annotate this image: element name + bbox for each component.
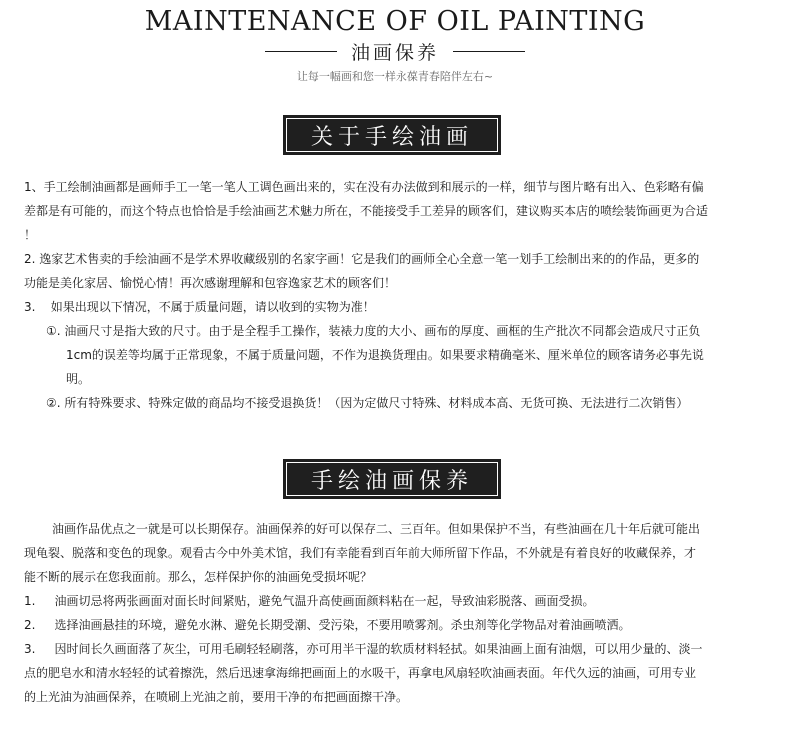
section-about-body (24, 175, 776, 415)
page-title-en: MAINTENANCE OF OIL PAINTING (144, 6, 646, 37)
paragraph-line: 2. 选择油画悬挂的环境，避免水淋、避免长期受潮、受污染，不要用喷雾剂。杀虫剂等化学物品对着油画喷洒。 (24, 618, 631, 632)
list-item-line: 1cm的误差等均属于正常现象，不属于质量问题，不作为退换货理由。如果要求精确毫米、厘米单位的顾客请务必事先说 (66, 348, 704, 362)
list-item-line: ②. 所有特殊要求、特殊定做的商品均不接受退换货！（因为定做尺寸特殊、材料成本高、无货可换、无法进行二次销售） (46, 396, 689, 410)
paragraph-line: 点的肥皂水和清水轻轻的试着擦洗，然后迅速拿海绵把画面上的水吸干，再拿电风扇轻吹油画表面。年代久远的油画，可用专业 (24, 666, 697, 680)
divider-left (265, 51, 337, 52)
tagline: 让每一幅画和您一样永葆青春陪伴左右~ (296, 70, 494, 83)
section-heading-maintenance (283, 459, 501, 499)
divider-right (453, 51, 525, 52)
paragraph-line: 差都是有可能的，而这个特点也恰恰是手绘油画艺术魅力所在，不能接受手工差异的顾客们，建议购买本店的喷绘装饰画更为合适 (24, 204, 709, 218)
paragraph-line: 功能是美化家居、愉悦心情！再次感谢理解和包容逸家艺术的顾客们！ (24, 276, 397, 290)
paragraph-line: 的上光油为油画保养，在喷刷上光油之前，要用干净的布把画面擦干净。 (24, 690, 409, 704)
paragraph-line: 3. 因时间长久画面落了灰尘，可用毛刷轻轻刷落，亦可用半干湿的软质材料轻拭。如果油画上面有油烟，可以用少量的、淡一 (24, 642, 703, 656)
paragraph-line: 现龟裂、脱落和变色的现象。观看古今中外美术馆，我们有幸能看到百年前大师所留下作品，不外就是有着良好的收藏保养，才 (24, 546, 697, 560)
paragraph-line: 3. 如果出现以下情况，不属于质量问题，请以收到的实物为准！ (24, 300, 375, 314)
page-subtitle (0, 40, 790, 62)
list-item-line: 明。 (66, 372, 91, 386)
section-maintenance-body (24, 517, 776, 709)
page-title-cn: 油画保养 (350, 41, 439, 64)
paragraph-line: 2. 逸家艺术售卖的手绘油画不是学术界收藏级别的名家字画！它是我们的画师全心全意一笔一划手工绘制出来的的作品，更多的 (24, 252, 700, 266)
paragraph-line: 能不断的展示在您我面前。那么，怎样保护你的油画免受损坏呢？ (24, 570, 373, 584)
section-heading-about (283, 115, 501, 155)
paragraph-line: 油画作品优点之一就是可以长期保存。油画保养的好可以保存二、三百年。但如果保护不当，有些油画在几十年后就可能出 (52, 522, 701, 536)
section-heading-about-label: 关于手绘油画 (286, 118, 498, 152)
section-heading-maintenance-label: 手绘油画保养 (286, 462, 498, 496)
paragraph-line: ！ (24, 228, 37, 242)
paragraph-line: 1、手工绘制油画都是画师手工一笔一笔人工调色画出来的，实在没有办法做到和展示的一样，细节与图片略有出入、色彩略有偏 (24, 180, 704, 194)
paragraph-line: 1. 油画切忌将两张画面对面长时间紧贴，避免气温升高使画面颜料粘在一起，导致油彩脱落、画面受损。 (24, 594, 595, 608)
list-item-line: ①. 油画尺寸是指大致的尺寸。由于是全程手工操作，装裱力度的大小、画布的厚度、画框的生产批次不同都会造成尺寸正负 (46, 324, 701, 338)
